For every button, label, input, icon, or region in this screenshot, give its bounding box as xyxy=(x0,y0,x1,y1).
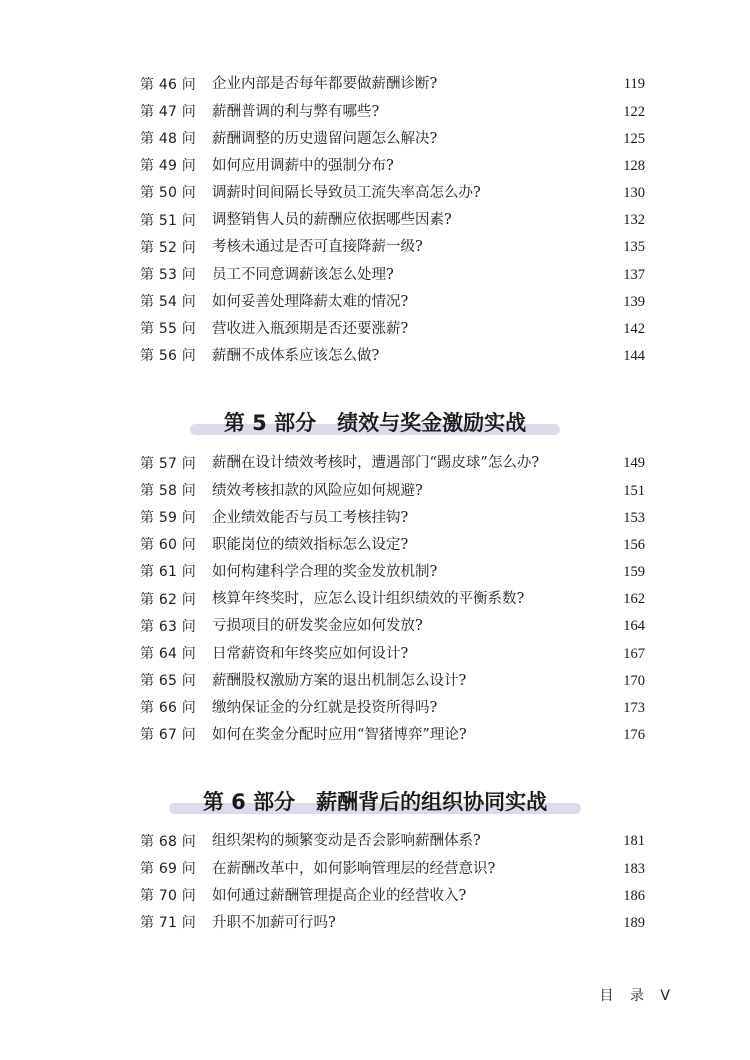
part-6-title: 第 6 部分 薪酬背后的组织协同实战 xyxy=(202,790,548,814)
question-title: 薪酬在设计绩效考核时，遭遇部门“踢皮球”怎么办? xyxy=(212,455,540,472)
question-title: 薪酬调整的历史遗留问题怎么解决? xyxy=(212,130,438,147)
part-5-heading-wrapper xyxy=(216,407,534,437)
toc-entry[interactable] xyxy=(140,234,645,261)
question-title: 核算年终奖时，应怎么设计组织绩效的平衡系数? xyxy=(212,591,525,608)
toc-entry[interactable] xyxy=(140,343,645,370)
question-title: 调整销售人员的薪酬应依据哪些因素? xyxy=(212,212,452,229)
toc-group-part5 xyxy=(140,450,645,749)
question-number: 第 70 问 xyxy=(140,887,196,904)
page-number: 173 xyxy=(623,700,645,717)
toc-entry[interactable] xyxy=(140,586,645,613)
toc-entry[interactable] xyxy=(140,668,645,695)
question-number: 第 56 问 xyxy=(140,348,196,365)
part-5-heading[interactable] xyxy=(0,407,750,437)
toc-entry[interactable] xyxy=(140,98,645,125)
question-number: 第 48 问 xyxy=(140,130,196,147)
toc-entry[interactable] xyxy=(140,125,645,152)
page-number: 162 xyxy=(623,591,645,608)
page-number: 142 xyxy=(623,321,645,338)
question-number: 第 69 问 xyxy=(140,860,196,877)
page-number: 170 xyxy=(623,672,645,689)
page-number: 125 xyxy=(623,130,645,147)
toc-entry[interactable] xyxy=(140,910,645,937)
question-number: 第 50 问 xyxy=(140,185,196,202)
question-number: 第 67 问 xyxy=(140,727,196,744)
page-number: 128 xyxy=(623,157,645,174)
page-number: 130 xyxy=(623,185,645,202)
page-number: 139 xyxy=(623,293,645,310)
toc-entry[interactable] xyxy=(140,261,645,288)
question-title: 如何通过薪酬管理提高企业的经营收入? xyxy=(212,887,467,904)
question-title: 考核未通过是否可直接降薪一级? xyxy=(212,239,423,256)
page-number: 156 xyxy=(623,536,645,553)
toc-entry[interactable] xyxy=(140,450,645,477)
question-number: 第 71 问 xyxy=(140,915,196,932)
question-number: 第 52 问 xyxy=(140,239,196,256)
question-number: 第 63 问 xyxy=(140,618,196,635)
question-title: 职能岗位的绩效指标怎么设定? xyxy=(212,536,409,553)
page-number: 137 xyxy=(623,266,645,283)
question-number: 第 51 问 xyxy=(140,212,196,229)
question-title: 营收进入瓶颈期是否还要涨薪? xyxy=(212,321,409,338)
question-number: 第 57 问 xyxy=(140,455,196,472)
toc-entry[interactable] xyxy=(140,613,645,640)
question-title: 薪酬不成体系应该怎么做? xyxy=(212,348,380,365)
question-number: 第 65 问 xyxy=(140,673,196,690)
question-number: 第 60 问 xyxy=(140,537,196,554)
question-title: 薪酬股权激励方案的退出机制怎么设计? xyxy=(212,672,467,689)
page-number: 186 xyxy=(623,887,645,904)
toc-entry[interactable] xyxy=(140,504,645,531)
toc-entry[interactable] xyxy=(140,477,645,504)
question-title: 日常薪资和年终奖应如何设计? xyxy=(212,645,409,662)
toc-entry[interactable] xyxy=(140,722,645,749)
page-number: 149 xyxy=(623,455,645,472)
toc-entry[interactable] xyxy=(140,153,645,180)
question-number: 第 53 问 xyxy=(140,266,196,283)
page-number: 151 xyxy=(623,482,645,499)
question-title: 绩效考核扣款的风险应如何规避? xyxy=(212,482,423,499)
toc-group-part6 xyxy=(140,828,645,937)
question-number: 第 55 问 xyxy=(140,321,196,338)
question-title: 员工不同意调薪该怎么处理? xyxy=(212,266,394,283)
question-title: 在薪酬改革中，如何影响管理层的经营意识? xyxy=(212,860,496,877)
page-number: 144 xyxy=(623,348,645,365)
page-number: 183 xyxy=(623,860,645,877)
toc-entry[interactable] xyxy=(140,316,645,343)
page-number: 164 xyxy=(623,618,645,635)
question-title: 薪酬普调的利与弊有哪些? xyxy=(212,103,380,120)
question-number: 第 47 问 xyxy=(140,103,196,120)
part-6-heading[interactable] xyxy=(0,786,750,816)
question-title: 如何构建科学合理的奖金发放机制? xyxy=(212,564,438,581)
page-number: 181 xyxy=(623,833,645,850)
question-number: 第 66 问 xyxy=(140,700,196,717)
toc-entry[interactable] xyxy=(140,855,645,882)
page-number: 167 xyxy=(623,645,645,662)
question-number: 第 54 问 xyxy=(140,294,196,311)
page-number: 122 xyxy=(623,103,645,120)
question-title: 组织架构的频繁变动是否会影响薪酬体系? xyxy=(212,833,481,850)
question-title: 如何妥善处理降薪太难的情况? xyxy=(212,293,409,310)
part-6-heading-wrapper xyxy=(195,786,555,816)
toc-entry[interactable] xyxy=(140,640,645,667)
question-number: 第 61 问 xyxy=(140,564,196,581)
toc-entry[interactable] xyxy=(140,882,645,909)
question-title: 调薪时间间隔长导致员工流失率高怎么办? xyxy=(212,185,481,202)
toc-entry[interactable] xyxy=(140,559,645,586)
question-title: 企业内部是否每年都要做薪酬诊断? xyxy=(212,76,438,93)
part-5-title: 第 5 部分 绩效与奖金激励实战 xyxy=(223,411,527,435)
page-number: 132 xyxy=(623,212,645,229)
question-title: 企业绩效能否与员工考核挂钩? xyxy=(212,509,409,526)
toc-entry[interactable] xyxy=(140,695,645,722)
toc-entry[interactable] xyxy=(140,289,645,316)
question-title: 如何应用调薪中的强制分布? xyxy=(212,157,394,174)
toc-entry[interactable] xyxy=(140,180,645,207)
question-number: 第 59 问 xyxy=(140,509,196,526)
question-title: 缴纳保证金的分红就是投资所得吗? xyxy=(212,700,438,717)
question-number: 第 64 问 xyxy=(140,645,196,662)
question-number: 第 46 问 xyxy=(140,76,196,93)
question-number: 第 49 问 xyxy=(140,158,196,175)
toc-entry[interactable] xyxy=(140,207,645,234)
question-number: 第 62 问 xyxy=(140,591,196,608)
page-number: 159 xyxy=(623,564,645,581)
page-number: 119 xyxy=(623,76,645,93)
question-title: 如何在奖金分配时应用“智猪博弈”理论? xyxy=(212,727,467,744)
page-number: 189 xyxy=(623,914,645,931)
toc-entry[interactable] xyxy=(140,71,645,98)
toc-entry[interactable] xyxy=(140,828,645,855)
toc-entry[interactable] xyxy=(140,532,645,559)
question-title: 亏损项目的研发奖金应如何发放? xyxy=(212,618,423,635)
question-title: 升职不加薪可行吗? xyxy=(212,914,336,931)
page-number: 153 xyxy=(623,509,645,526)
page-number: 135 xyxy=(623,239,645,256)
page-number: 176 xyxy=(623,727,645,744)
question-number: 第 58 问 xyxy=(140,482,196,499)
page-footer: 目 录 V xyxy=(599,988,676,1004)
toc-group-part4-continued xyxy=(140,71,645,370)
question-number: 第 68 问 xyxy=(140,833,196,850)
